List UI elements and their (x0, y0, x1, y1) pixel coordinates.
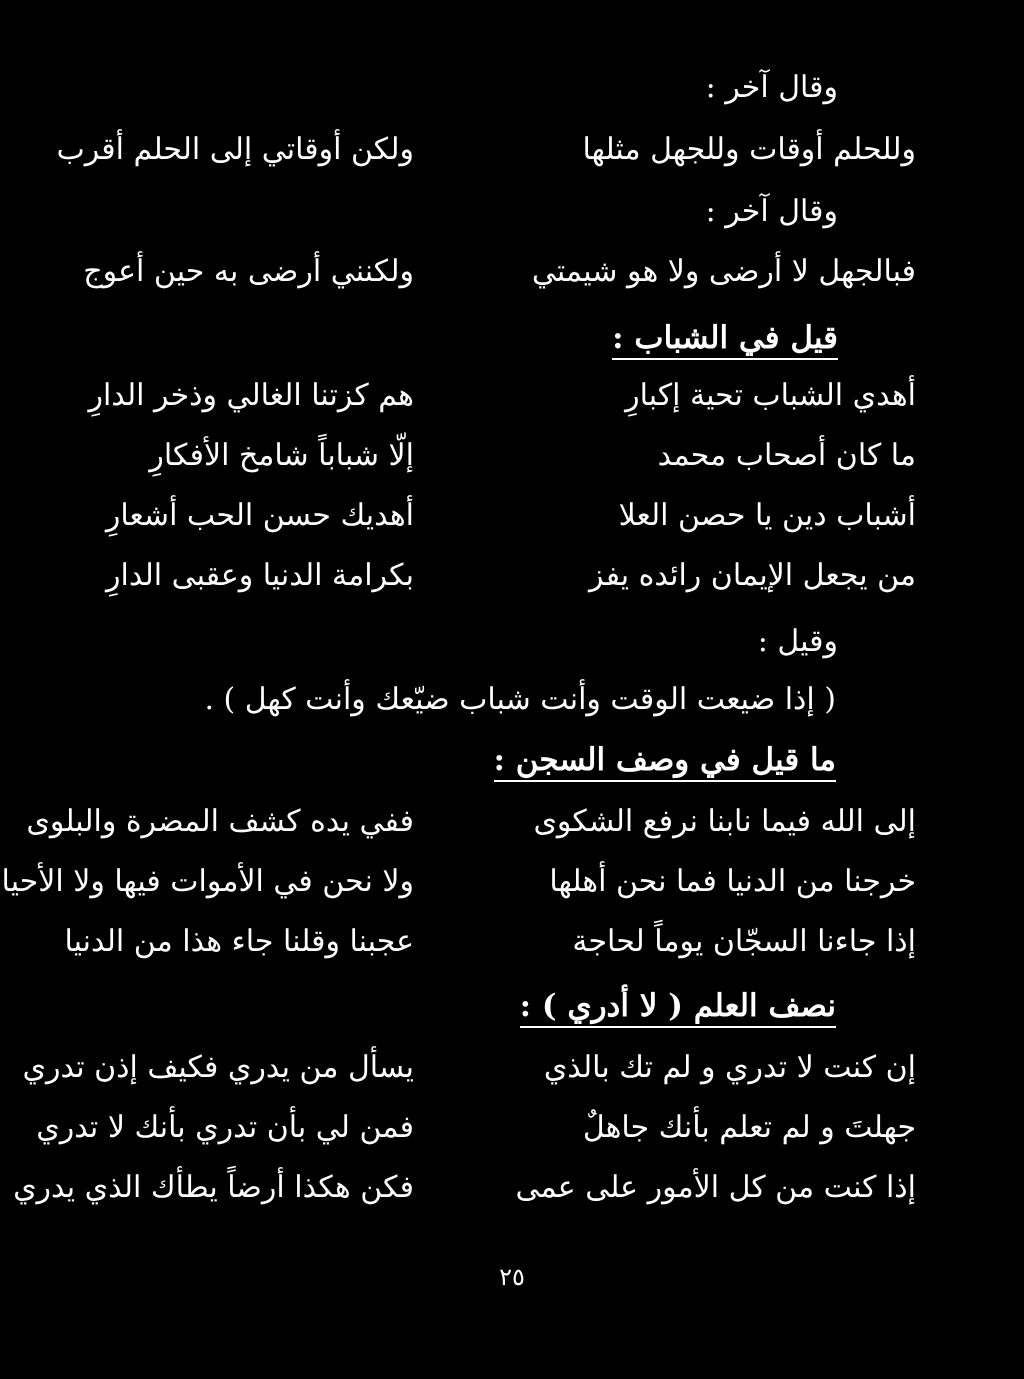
verse-second-half: إلّا شباباً شامخ الأفكارِ (149, 438, 414, 473)
heading-it-was-said: وقيل : (757, 624, 838, 659)
verse-first-half: أشباب دين يا حصن العلا (618, 498, 916, 533)
verse-first-half: ما كان أصحاب محمد (657, 438, 916, 473)
verse-first-half: إذا جاءنا السجّان يوماً لحاجة (572, 924, 916, 959)
heading-another-said-1: وقال آخر : (705, 70, 838, 105)
verse-first-half: إلى الله فيما نابنا نرفع الشكوى (533, 804, 916, 839)
heading-another-said-2: وقال آخر : (705, 194, 838, 229)
proverb-line: ( إذا ضيعت الوقت وأنت شباب ضيّعك وأنت كهل ) . (204, 682, 836, 717)
verse-first-half: من يجعل الإيمان رائده يفز (589, 558, 916, 593)
verse-second-half: بكرامة الدنيا وعقبى الدارِ (106, 558, 414, 593)
verse-first-half: وللحلم أوقات وللجهل مثلها (582, 132, 916, 167)
section-heading-prison: ما قيل في وصف السجن : (494, 740, 836, 780)
verse-second-half: يسأل من يدري فكيف إذن تدري (22, 1050, 414, 1085)
verse-first-half: فبالجهل لا أرضى ولا هو شيمتي (531, 254, 916, 289)
verse-first-half: إذا كنت من كل الأمور على عمى (515, 1170, 916, 1205)
verse-second-half: ولكن أوقاتي إلى الحلم أقرب (56, 132, 414, 167)
verse-second-half: أهديك حسن الحب أشعارِ (105, 498, 414, 533)
verse-second-half: فمن لي بأن تدري بأنك لا تدري (36, 1110, 414, 1145)
verse-first-half: إن كنت لا تدري و لم تك بالذي (543, 1050, 916, 1085)
verse-first-half: جهلتَ و لم تعلم بأنك جاهلٌ (582, 1110, 916, 1145)
section-heading-youth: قيل في الشباب : (612, 318, 838, 358)
verse-first-half: خرجنا من الدنيا فما نحن أهلها (549, 864, 916, 899)
verse-second-half: هم كزتنا الغالي وذخر الدارِ (88, 378, 414, 413)
verse-second-half: ولا نحن في الأموات فيها ولا الأحيا (1, 864, 414, 899)
verse-second-half: ففي يده كشف المضرة والبلوى (26, 804, 414, 839)
verse-first-half: أهدي الشباب تحية إكبارِ (625, 378, 916, 413)
section-heading-half-knowledge: نصف العلم ( لا أدري ) : (520, 986, 836, 1026)
verse-second-half: ولكنني أرضى به حين أعوج (83, 254, 414, 289)
verse-second-half: عجبنا وقلنا جاء هذا من الدنيا (64, 924, 414, 959)
verse-second-half: فكن هكذا أرضاً يطأك الذي يدري (13, 1170, 414, 1205)
page-number: ٢٥ (499, 1263, 525, 1291)
